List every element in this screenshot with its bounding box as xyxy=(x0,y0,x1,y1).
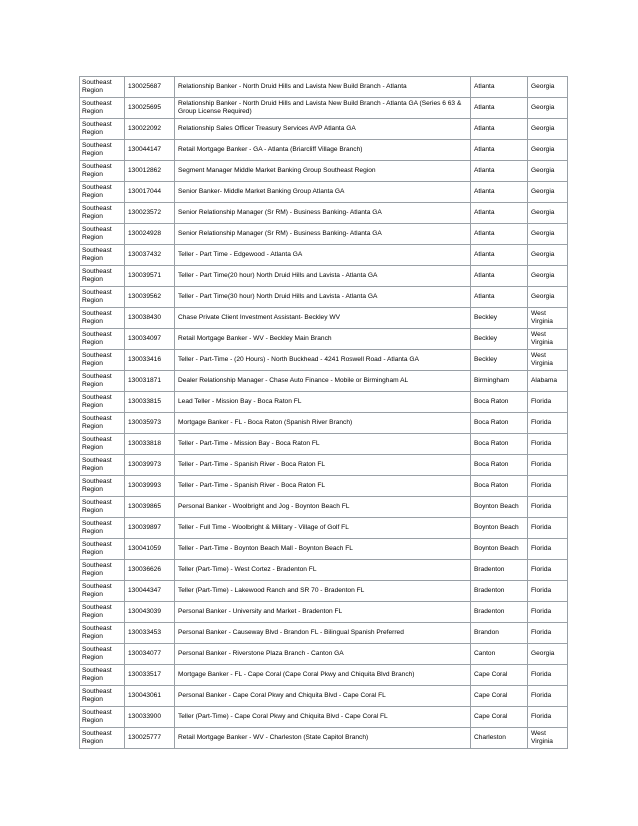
region-cell: Southeast Region xyxy=(80,371,125,392)
state-cell: West Virginia xyxy=(528,350,568,371)
job-title-cell: Teller - Part-Time - Boynton Beach Mall - Boynton Beach FL xyxy=(175,539,471,560)
region-cell: Southeast Region xyxy=(80,77,125,98)
state-cell: Georgia xyxy=(528,161,568,182)
job-id-cell: 130044347 xyxy=(125,581,175,602)
table-row xyxy=(80,560,568,581)
job-id-cell: 130022092 xyxy=(125,119,175,140)
state-cell: Florida xyxy=(528,560,568,581)
table-row xyxy=(80,602,568,623)
job-title-cell: Relationship Sales Officer Treasury Services AVP Atlanta GA xyxy=(175,119,471,140)
region-cell: Southeast Region xyxy=(80,392,125,413)
table-row xyxy=(80,98,568,119)
region-cell: Southeast Region xyxy=(80,98,125,119)
state-cell: Florida xyxy=(528,392,568,413)
table-row xyxy=(80,539,568,560)
table-row xyxy=(80,665,568,686)
city-cell: Atlanta xyxy=(471,287,528,308)
city-cell: Boynton Beach xyxy=(471,539,528,560)
job-id-cell: 130039571 xyxy=(125,266,175,287)
table-row xyxy=(80,308,568,329)
city-cell: Cape Coral xyxy=(471,665,528,686)
job-id-cell: 130036626 xyxy=(125,560,175,581)
job-id-cell: 130033900 xyxy=(125,707,175,728)
job-title-cell: Personal Banker - Riverstone Plaza Branch - Canton GA xyxy=(175,644,471,665)
job-id-cell: 130023572 xyxy=(125,203,175,224)
state-cell: Florida xyxy=(528,497,568,518)
table-row xyxy=(80,245,568,266)
state-cell: Florida xyxy=(528,581,568,602)
job-id-cell: 130043039 xyxy=(125,602,175,623)
region-cell: Southeast Region xyxy=(80,560,125,581)
job-id-cell: 130039897 xyxy=(125,518,175,539)
region-cell: Southeast Region xyxy=(80,308,125,329)
region-cell: Southeast Region xyxy=(80,413,125,434)
job-id-cell: 130038430 xyxy=(125,308,175,329)
region-cell: Southeast Region xyxy=(80,329,125,350)
region-cell: Southeast Region xyxy=(80,686,125,707)
city-cell: Boca Raton xyxy=(471,392,528,413)
city-cell: Canton xyxy=(471,644,528,665)
state-cell: Georgia xyxy=(528,224,568,245)
table-row xyxy=(80,728,568,749)
region-cell: Southeast Region xyxy=(80,287,125,308)
job-title-cell: Teller - Part Time(20 hour) North Druid Hills and Lavista - Atlanta GA xyxy=(175,266,471,287)
state-cell: West Virginia xyxy=(528,329,568,350)
state-cell: Florida xyxy=(528,518,568,539)
job-id-cell: 130043061 xyxy=(125,686,175,707)
table-row xyxy=(80,623,568,644)
job-id-cell: 130025777 xyxy=(125,728,175,749)
job-title-cell: Senior Relationship Manager (Sr RM) - Business Banking- Atlanta GA xyxy=(175,203,471,224)
city-cell: Brandon xyxy=(471,623,528,644)
state-cell: Florida xyxy=(528,476,568,497)
table-row xyxy=(80,329,568,350)
job-id-cell: 130033416 xyxy=(125,350,175,371)
job-id-cell: 130031871 xyxy=(125,371,175,392)
city-cell: Cape Coral xyxy=(471,707,528,728)
job-title-cell: Retail Mortgage Banker - WV - Beckley Main Branch xyxy=(175,329,471,350)
region-cell: Southeast Region xyxy=(80,581,125,602)
table-row xyxy=(80,434,568,455)
table-row xyxy=(80,686,568,707)
region-cell: Southeast Region xyxy=(80,728,125,749)
job-title-cell: Segment Manager Middle Market Banking Group Southeast Region xyxy=(175,161,471,182)
city-cell: Boynton Beach xyxy=(471,518,528,539)
city-cell: Bradenton xyxy=(471,560,528,581)
region-cell: Southeast Region xyxy=(80,539,125,560)
table-row xyxy=(80,518,568,539)
table-row xyxy=(80,203,568,224)
region-cell: Southeast Region xyxy=(80,245,125,266)
state-cell: Florida xyxy=(528,602,568,623)
job-title-cell: Teller (Part-Time) - West Cortez - Bradenton FL xyxy=(175,560,471,581)
job-id-cell: 130033815 xyxy=(125,392,175,413)
region-cell: Southeast Region xyxy=(80,161,125,182)
city-cell: Beckley xyxy=(471,329,528,350)
table-row xyxy=(80,182,568,203)
state-cell: West Virginia xyxy=(528,728,568,749)
table-row xyxy=(80,455,568,476)
state-cell: Alabama xyxy=(528,371,568,392)
job-id-cell: 130044147 xyxy=(125,140,175,161)
state-cell: Florida xyxy=(528,413,568,434)
state-cell: Florida xyxy=(528,539,568,560)
document-page xyxy=(79,76,567,749)
job-title-cell: Teller (Part-Time) - Lakewood Ranch and SR 70 - Bradenton FL xyxy=(175,581,471,602)
job-id-cell: 130035973 xyxy=(125,413,175,434)
state-cell: Florida xyxy=(528,686,568,707)
job-title-cell: Teller - Part-Time - Spanish River - Boca Raton FL xyxy=(175,476,471,497)
state-cell: Florida xyxy=(528,707,568,728)
city-cell: Boynton Beach xyxy=(471,497,528,518)
table-row xyxy=(80,77,568,98)
job-title-cell: Mortgage Banker - FL - Boca Raton (Spanish River Branch) xyxy=(175,413,471,434)
job-title-cell: Relationship Banker - North Druid Hills and Lavista New Build Branch - Atlanta xyxy=(175,77,471,98)
city-cell: Cape Coral xyxy=(471,686,528,707)
city-cell: Boca Raton xyxy=(471,476,528,497)
job-id-cell: 130034097 xyxy=(125,329,175,350)
city-cell: Atlanta xyxy=(471,245,528,266)
region-cell: Southeast Region xyxy=(80,119,125,140)
table-row xyxy=(80,497,568,518)
job-id-cell: 130039973 xyxy=(125,455,175,476)
region-cell: Southeast Region xyxy=(80,476,125,497)
state-cell: Georgia xyxy=(528,287,568,308)
region-cell: Southeast Region xyxy=(80,182,125,203)
job-title-cell: Teller - Full Time - Woolbright & Military - Village of Golf FL xyxy=(175,518,471,539)
table-row xyxy=(80,413,568,434)
job-id-cell: 130039865 xyxy=(125,497,175,518)
city-cell: Atlanta xyxy=(471,266,528,287)
region-cell: Southeast Region xyxy=(80,602,125,623)
state-cell: Georgia xyxy=(528,245,568,266)
region-cell: Southeast Region xyxy=(80,350,125,371)
region-cell: Southeast Region xyxy=(80,518,125,539)
city-cell: Atlanta xyxy=(471,119,528,140)
table-row xyxy=(80,581,568,602)
job-id-cell: 130012862 xyxy=(125,161,175,182)
city-cell: Charleston xyxy=(471,728,528,749)
table-row xyxy=(80,266,568,287)
table-row xyxy=(80,287,568,308)
state-cell: Florida xyxy=(528,623,568,644)
state-cell: Georgia xyxy=(528,140,568,161)
job-title-cell: Senior Relationship Manager (Sr RM) - Business Banking- Atlanta GA xyxy=(175,224,471,245)
job-title-cell: Personal Banker - Causeway Blvd - Brandon FL - Bilingual Spanish Preferred xyxy=(175,623,471,644)
job-title-cell: Mortgage Banker - FL - Cape Coral (Cape Coral Pkwy and Chiquita Blvd Branch) xyxy=(175,665,471,686)
region-cell: Southeast Region xyxy=(80,623,125,644)
region-cell: Southeast Region xyxy=(80,707,125,728)
job-id-cell: 130033818 xyxy=(125,434,175,455)
state-cell: Florida xyxy=(528,434,568,455)
state-cell: Georgia xyxy=(528,266,568,287)
job-title-cell: Dealer Relationship Manager - Chase Auto Finance - Mobile or Birmingham AL xyxy=(175,371,471,392)
state-cell: Georgia xyxy=(528,182,568,203)
city-cell: Atlanta xyxy=(471,161,528,182)
city-cell: Boca Raton xyxy=(471,434,528,455)
job-title-cell: Personal Banker - University and Market - Bradenton FL xyxy=(175,602,471,623)
region-cell: Southeast Region xyxy=(80,224,125,245)
table-row xyxy=(80,392,568,413)
job-title-cell: Teller - Part Time - Edgewood - Atlanta GA xyxy=(175,245,471,266)
city-cell: Boca Raton xyxy=(471,455,528,476)
region-cell: Southeast Region xyxy=(80,434,125,455)
region-cell: Southeast Region xyxy=(80,455,125,476)
job-id-cell: 130024928 xyxy=(125,224,175,245)
state-cell: West Virginia xyxy=(528,308,568,329)
job-title-cell: Relationship Banker - North Druid Hills and Lavista New Build Branch - Atlanta GA (Series 6 63 & Group License Required) xyxy=(175,98,471,119)
job-id-cell: 130025687 xyxy=(125,77,175,98)
region-cell: Southeast Region xyxy=(80,266,125,287)
city-cell: Beckley xyxy=(471,350,528,371)
job-id-cell: 130039993 xyxy=(125,476,175,497)
city-cell: Bradenton xyxy=(471,581,528,602)
table-row xyxy=(80,224,568,245)
city-cell: Atlanta xyxy=(471,224,528,245)
city-cell: Atlanta xyxy=(471,77,528,98)
job-title-cell: Personal Banker - Cape Coral Pkwy and Chiquita Blvd - Cape Coral FL xyxy=(175,686,471,707)
table-row xyxy=(80,371,568,392)
region-cell: Southeast Region xyxy=(80,140,125,161)
state-cell: Georgia xyxy=(528,77,568,98)
city-cell: Atlanta xyxy=(471,203,528,224)
region-cell: Southeast Region xyxy=(80,497,125,518)
job-title-cell: Retail Mortgage Banker - GA - Atlanta (Briarcliff Village Branch) xyxy=(175,140,471,161)
job-title-cell: Teller - Part-Time - Mission Bay - Boca Raton FL xyxy=(175,434,471,455)
job-title-cell: Teller - Part-Time - Spanish River - Boca Raton FL xyxy=(175,455,471,476)
job-id-cell: 130037432 xyxy=(125,245,175,266)
region-cell: Southeast Region xyxy=(80,203,125,224)
job-title-cell: Retail Mortgage Banker - WV - Charleston (State Capitol Branch) xyxy=(175,728,471,749)
city-cell: Atlanta xyxy=(471,140,528,161)
job-id-cell: 130033517 xyxy=(125,665,175,686)
job-id-cell: 130033453 xyxy=(125,623,175,644)
job-title-cell: Senior Banker- Middle Market Banking Group Atlanta GA xyxy=(175,182,471,203)
job-id-cell: 130041059 xyxy=(125,539,175,560)
table-row xyxy=(80,707,568,728)
table-row xyxy=(80,140,568,161)
state-cell: Georgia xyxy=(528,644,568,665)
city-cell: Bradenton xyxy=(471,602,528,623)
job-id-cell: 130039562 xyxy=(125,287,175,308)
job-title-cell: Personal Banker - Woolbright and Jog - Boynton Beach FL xyxy=(175,497,471,518)
region-cell: Southeast Region xyxy=(80,665,125,686)
job-listing-rows xyxy=(80,77,568,749)
job-id-cell: 130025695 xyxy=(125,98,175,119)
state-cell: Georgia xyxy=(528,98,568,119)
city-cell: Boca Raton xyxy=(471,413,528,434)
state-cell: Florida xyxy=(528,665,568,686)
table-row xyxy=(80,476,568,497)
job-title-cell: Teller - Part Time(30 hour) North Druid Hills and Lavista - Atlanta GA xyxy=(175,287,471,308)
city-cell: Beckley xyxy=(471,308,528,329)
table-row xyxy=(80,161,568,182)
job-title-cell: Teller (Part-Time) - Cape Coral Pkwy and Chiquita Blvd - Cape Coral FL xyxy=(175,707,471,728)
table-row xyxy=(80,119,568,140)
job-id-cell: 130034077 xyxy=(125,644,175,665)
job-id-cell: 130017044 xyxy=(125,182,175,203)
state-cell: Florida xyxy=(528,455,568,476)
job-title-cell: Teller - Part-Time - (20 Hours) - North Buckhead - 4241 Roswell Road - Atlanta GA xyxy=(175,350,471,371)
table-row xyxy=(80,644,568,665)
job-listing-table xyxy=(79,76,568,749)
city-cell: Atlanta xyxy=(471,182,528,203)
region-cell: Southeast Region xyxy=(80,644,125,665)
state-cell: Georgia xyxy=(528,203,568,224)
city-cell: Birmingham xyxy=(471,371,528,392)
job-title-cell: Chase Private Client Investment Assistant- Beckley WV xyxy=(175,308,471,329)
city-cell: Atlanta xyxy=(471,98,528,119)
table-row xyxy=(80,350,568,371)
state-cell: Georgia xyxy=(528,119,568,140)
job-title-cell: Lead Teller - Mission Bay - Boca Raton FL xyxy=(175,392,471,413)
